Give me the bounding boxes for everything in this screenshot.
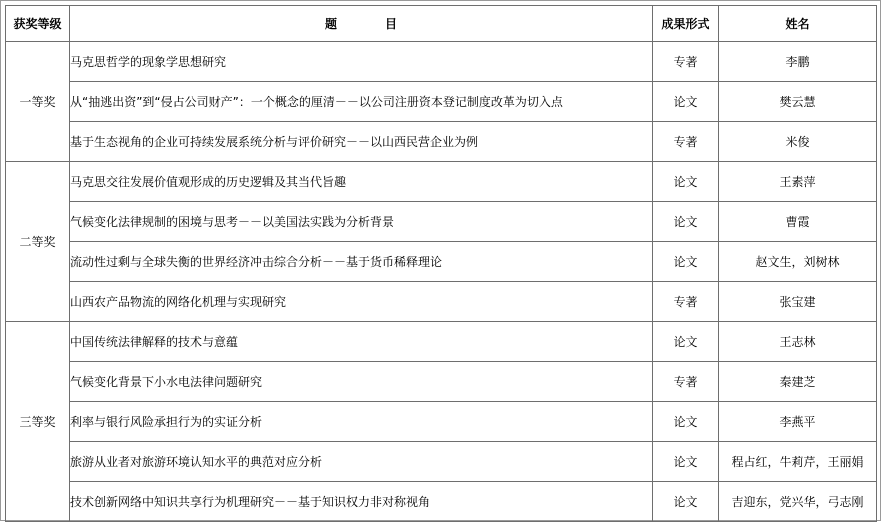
row-title: 流动性过剩与全球失衡的世界经济冲击综合分析－－基于货币稀释理论 — [70, 242, 653, 282]
table-row — [6, 402, 877, 442]
award-level: 三等奖 — [6, 322, 70, 522]
header-level: 获奖等级 — [6, 6, 70, 42]
table-header-row — [6, 6, 877, 42]
row-name: 张宝建 — [719, 282, 877, 322]
row-form: 论文 — [653, 322, 719, 362]
row-form: 论文 — [653, 482, 719, 522]
table-row — [6, 82, 877, 122]
row-title: 从“抽逃出资”到“侵占公司财产”：一个概念的厘清－－以公司注册资本登记制度改革为切入点 — [70, 82, 653, 122]
row-title: 中国传统法律解释的技术与意蕴 — [70, 322, 653, 362]
row-name: 曹霞 — [719, 202, 877, 242]
row-form: 专著 — [653, 362, 719, 402]
row-name: 赵文生，刘树林 — [719, 242, 877, 282]
row-name: 吉迎东，党兴华，弓志刚 — [719, 482, 877, 522]
row-title: 基于生态视角的企业可持续发展系统分析与评价研究－－以山西民营企业为例 — [70, 122, 653, 162]
table-row — [6, 242, 877, 282]
row-title: 马克思哲学的现象学思想研究 — [70, 42, 653, 82]
header-name: 姓名 — [719, 6, 877, 42]
row-title: 旅游从业者对旅游环境认知水平的典范对应分析 — [70, 442, 653, 482]
row-name: 李鹏 — [719, 42, 877, 82]
row-form: 论文 — [653, 402, 719, 442]
row-form: 论文 — [653, 162, 719, 202]
row-title: 马克思交往发展价值观形成的历史逻辑及其当代旨趣 — [70, 162, 653, 202]
table-row — [6, 322, 877, 362]
header-title-right: 目 — [385, 16, 398, 31]
row-title: 山西农产品物流的网络化机理与实现研究 — [70, 282, 653, 322]
table-row — [6, 282, 877, 322]
row-name: 李燕平 — [719, 402, 877, 442]
row-form: 论文 — [653, 202, 719, 242]
table-row — [6, 482, 877, 522]
row-name: 秦建芝 — [719, 362, 877, 402]
header-title-left: 题 — [324, 16, 337, 31]
row-title: 气候变化法律规制的困境与思考－－以美国法实践为分析背景 — [70, 202, 653, 242]
row-form: 论文 — [653, 442, 719, 482]
row-form: 专著 — [653, 282, 719, 322]
row-form: 论文 — [653, 242, 719, 282]
award-level: 二等奖 — [6, 162, 70, 322]
table-row — [6, 122, 877, 162]
header-title — [70, 6, 653, 42]
row-name: 程占红，牛莉芹，王丽娟 — [719, 442, 877, 482]
row-name: 王志林 — [719, 322, 877, 362]
row-title: 技术创新网络中知识共享行为机理研究－－基于知识权力非对称视角 — [70, 482, 653, 522]
table-row — [6, 42, 877, 82]
row-name: 米俊 — [719, 122, 877, 162]
row-name: 樊云慧 — [719, 82, 877, 122]
table-row — [6, 202, 877, 242]
row-form: 专著 — [653, 42, 719, 82]
table-row — [6, 162, 877, 202]
awards-table — [5, 5, 877, 522]
table-row — [6, 442, 877, 482]
row-title: 利率与银行风险承担行为的实证分析 — [70, 402, 653, 442]
row-form: 专著 — [653, 122, 719, 162]
row-form: 论文 — [653, 82, 719, 122]
header-form: 成果形式 — [653, 6, 719, 42]
row-name: 王素萍 — [719, 162, 877, 202]
row-title: 气候变化背景下小水电法律问题研究 — [70, 362, 653, 402]
award-level: 一等奖 — [6, 42, 70, 162]
table-row — [6, 362, 877, 402]
